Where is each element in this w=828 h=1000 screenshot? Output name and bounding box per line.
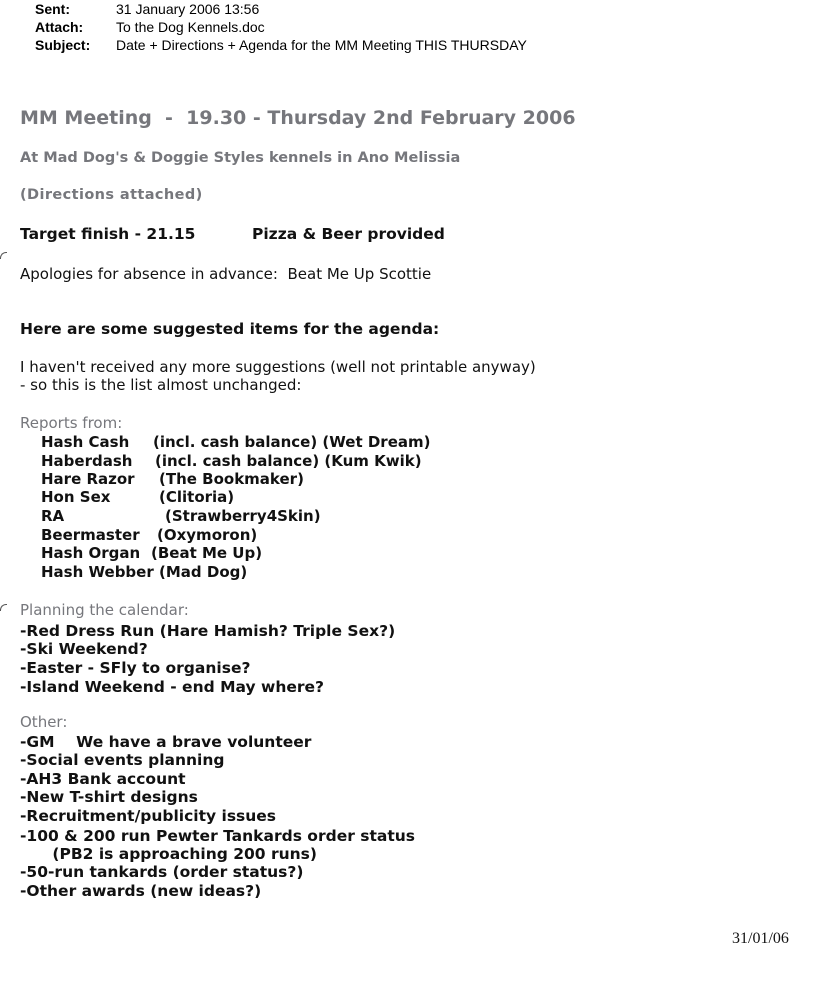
other-item: -GM We have a brave volunteer [20, 733, 312, 751]
report-detail: (incl. cash balance) (Kum Kwik) [155, 452, 422, 470]
report-row-hash-cash [41, 433, 541, 451]
calendar-heading: Planning the calendar: [20, 601, 189, 619]
report-detail: (Mad Dog) [159, 563, 248, 581]
report-role: Beermaster [41, 526, 140, 544]
calendar-item: -Red Dress Run (Hare Hamish? Triple Sex?) [20, 622, 396, 640]
report-row-hon-sex [41, 488, 541, 506]
report-role: Hash Cash [41, 433, 130, 451]
directions-note: (Directions attached) [20, 187, 203, 203]
report-detail: (Strawberry4Skin) [165, 507, 321, 525]
report-row-haberdash [41, 452, 541, 470]
other-item: -Other awards (new ideas?) [20, 882, 262, 900]
report-role: Haberdash [41, 452, 133, 470]
report-role: Hare Razor [41, 470, 135, 488]
scan-margin-mark [0, 604, 7, 611]
pizza-beer-note: Pizza & Beer provided [252, 225, 445, 243]
other-item: -Recruitment/publicity issues [20, 807, 277, 825]
attach-label: Attach: [35, 19, 84, 35]
attachment-link[interactable]: To the Dog Kennels.doc [116, 19, 265, 35]
agenda-heading: Here are some suggested items for the agenda: [20, 320, 440, 338]
other-item: -100 & 200 run Pewter Tankards order status [20, 827, 416, 845]
signature-date: 31/01/06 [732, 930, 789, 947]
report-detail: (Clitoria) [159, 488, 235, 506]
scan-margin-mark [0, 252, 7, 259]
report-row-hash-organ [41, 544, 541, 562]
calendar-item: -Island Weekend - end May where? [20, 678, 325, 696]
report-row-beermaster [41, 526, 541, 544]
other-item: -AH3 Bank account [20, 770, 186, 788]
other-item: -Social events planning [20, 751, 225, 769]
meeting-location: At Mad Dog's & Doggie Styles kennels in Ano Melissia [20, 150, 461, 166]
report-role: RA [41, 507, 65, 525]
reports-heading: Reports from: [20, 414, 123, 432]
subject-label: Subject: [35, 37, 91, 53]
report-detail: (incl. cash balance) (Wet Dream) [153, 433, 431, 451]
other-item: -New T-shirt designs [20, 788, 198, 806]
other-heading: Other: [20, 713, 68, 731]
sent-label: Sent: [35, 1, 70, 17]
report-role: Hon Sex [41, 488, 111, 506]
target-finish: Target finish - 21.15 [20, 225, 196, 243]
sent-value: 31 January 2006 13:56 [116, 1, 260, 17]
report-role: Hash Webber [41, 563, 154, 581]
report-row-ra [41, 507, 541, 525]
report-row-hash-webber [41, 563, 541, 581]
meeting-title: MM Meeting - 19.30 - Thursday 2nd February 2006 [20, 107, 576, 129]
report-detail: (Beat Me Up) [151, 544, 263, 562]
report-row-hare-razor [41, 470, 541, 488]
calendar-item: -Ski Weekend? [20, 640, 148, 658]
intro-line-1: I haven't received any more suggestions (well not printable anyway) [20, 358, 536, 376]
other-item: -50-run tankards (order status?) [20, 863, 304, 881]
calendar-item: -Easter - SFly to organise? [20, 659, 251, 677]
report-detail: (The Bookmaker) [159, 470, 304, 488]
report-role: Hash Organ [41, 544, 141, 562]
report-detail: (Oxymoron) [157, 526, 258, 544]
intro-line-2: - so this is the list almost unchanged: [20, 376, 302, 394]
apologies-line: Apologies for absence in advance: Beat Me Up Scottie [20, 265, 432, 283]
other-item: (PB2 is approaching 200 runs) [20, 845, 317, 863]
subject-value: Date + Directions + Agenda for the MM Meeting THIS THURSDAY [116, 37, 527, 53]
